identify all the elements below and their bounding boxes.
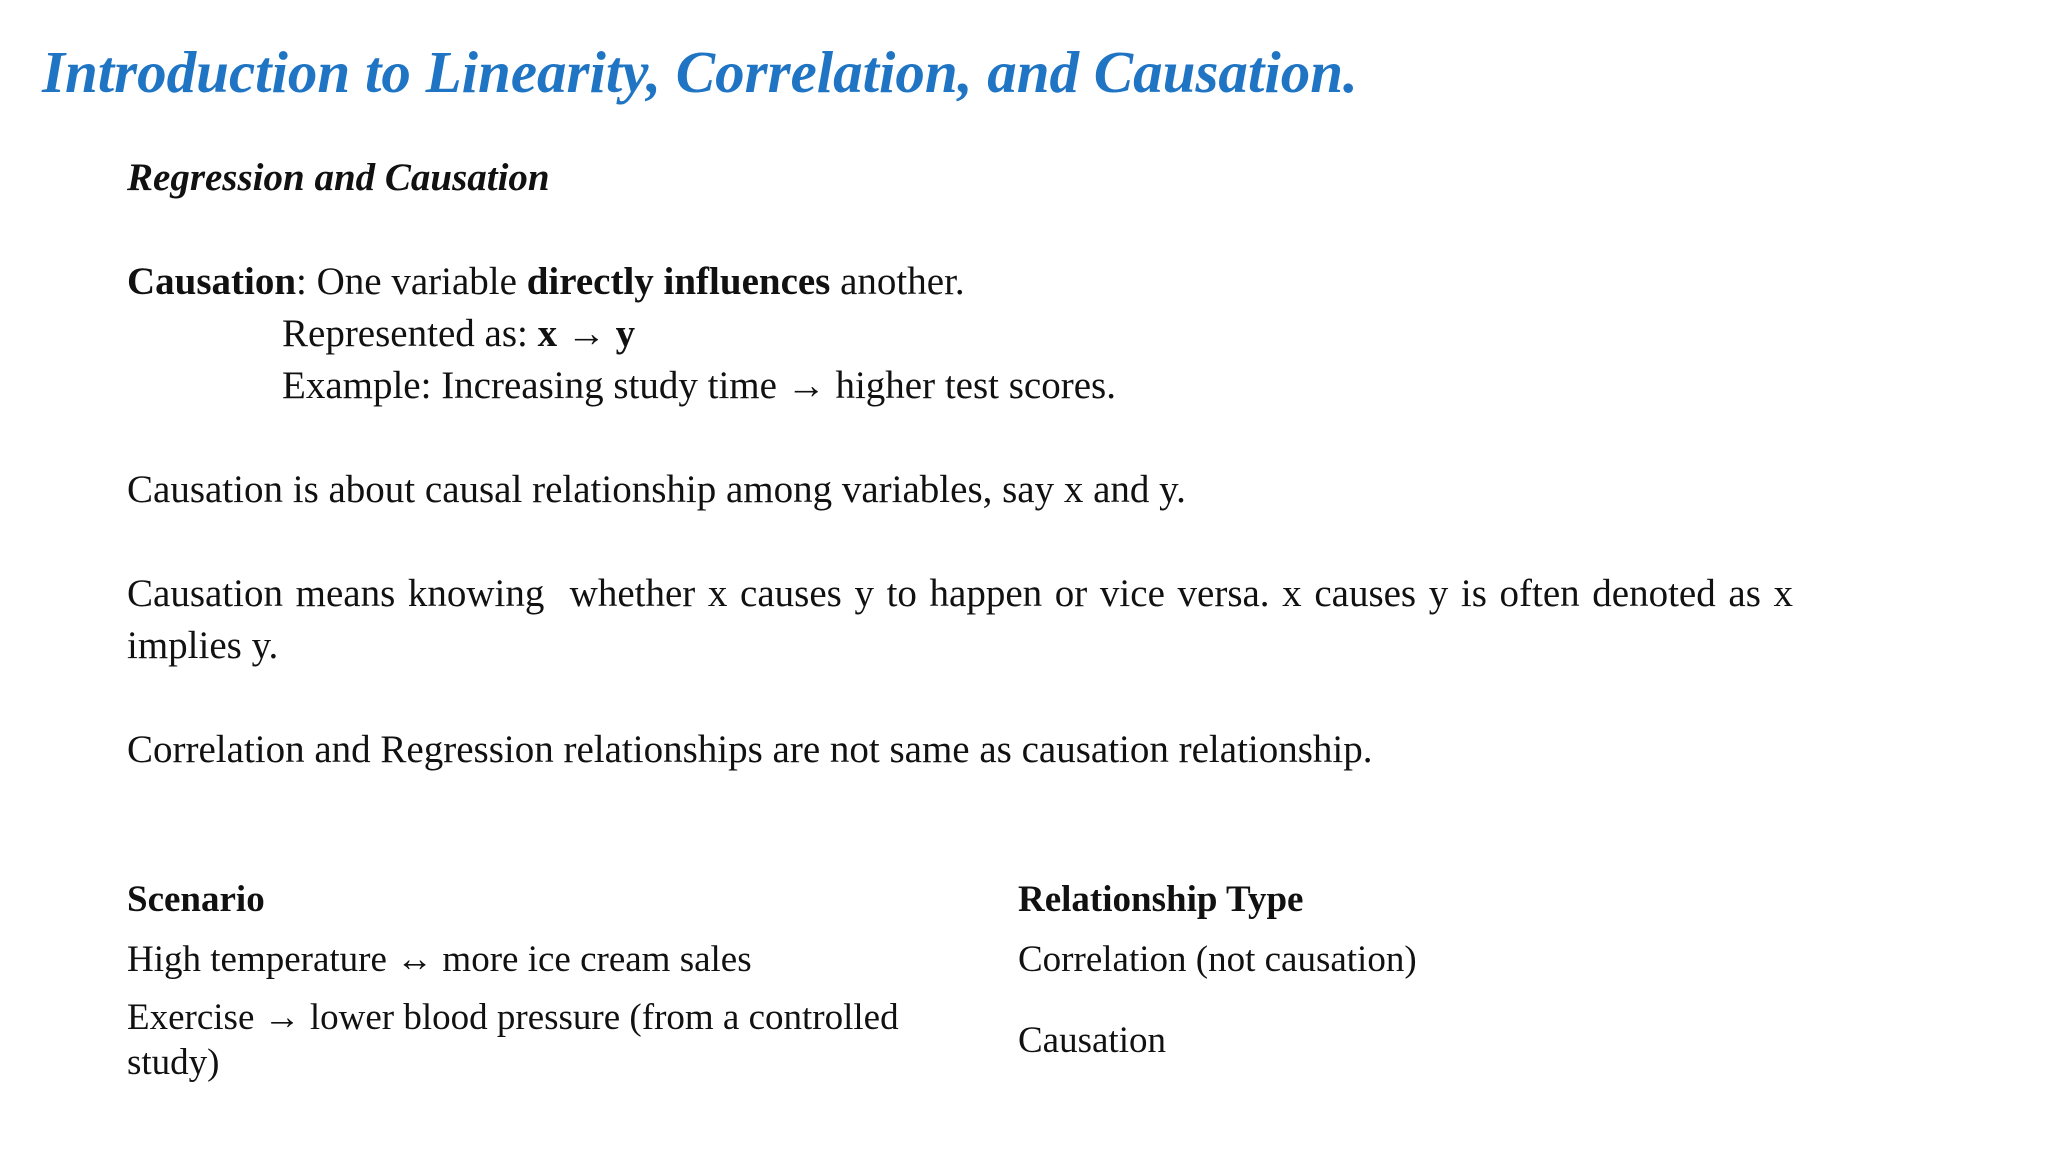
- header-relationship-type: Relationship Type: [1018, 878, 1304, 920]
- not-same-paragraph: Correlation and Regression relationships are not same as causation relationship.: [127, 728, 1373, 771]
- row-scenario: Exercise → lower blood pressure (from a controlled study): [127, 997, 899, 1083]
- causation-about-paragraph: Causation is about causal relationship among variables, say x and y.: [127, 468, 1186, 511]
- slide-body: [127, 152, 1803, 776]
- represented-as-line: [127, 308, 1793, 360]
- causation-means-paragraph: Causation means knowing whether x causes y to happen or vice versa. x causes y is often denoted as x implies y.: [127, 572, 1803, 667]
- header-scenario: Scenario: [127, 878, 265, 920]
- row-relationship: Causation: [1018, 1019, 1166, 1061]
- table-header-row: [127, 870, 1427, 928]
- represented-prefix: Represented as:: [282, 312, 538, 355]
- row-relationship: Correlation (not causation): [1018, 938, 1417, 980]
- row-scenario: High temperature ↔ more ice cream sales: [127, 938, 752, 980]
- table-row: [127, 928, 1427, 990]
- causation-definition: [127, 256, 1793, 308]
- section-subtitle: Regression and Causation: [127, 156, 550, 199]
- definition-tail: another.: [830, 260, 965, 303]
- definition-separator: : One variable: [296, 260, 527, 303]
- scenario-table: [127, 870, 1427, 1090]
- table-row: [127, 990, 1427, 1090]
- represented-formula: x → y: [537, 312, 636, 355]
- example-line: Example: Increasing study time → higher test scores.: [282, 364, 1116, 407]
- definition-emphasis: directly influences: [526, 260, 831, 303]
- definition-term: Causation: [127, 260, 297, 303]
- slide-title: Introduction to Linearity, Correlation, and Causation.: [42, 39, 1358, 105]
